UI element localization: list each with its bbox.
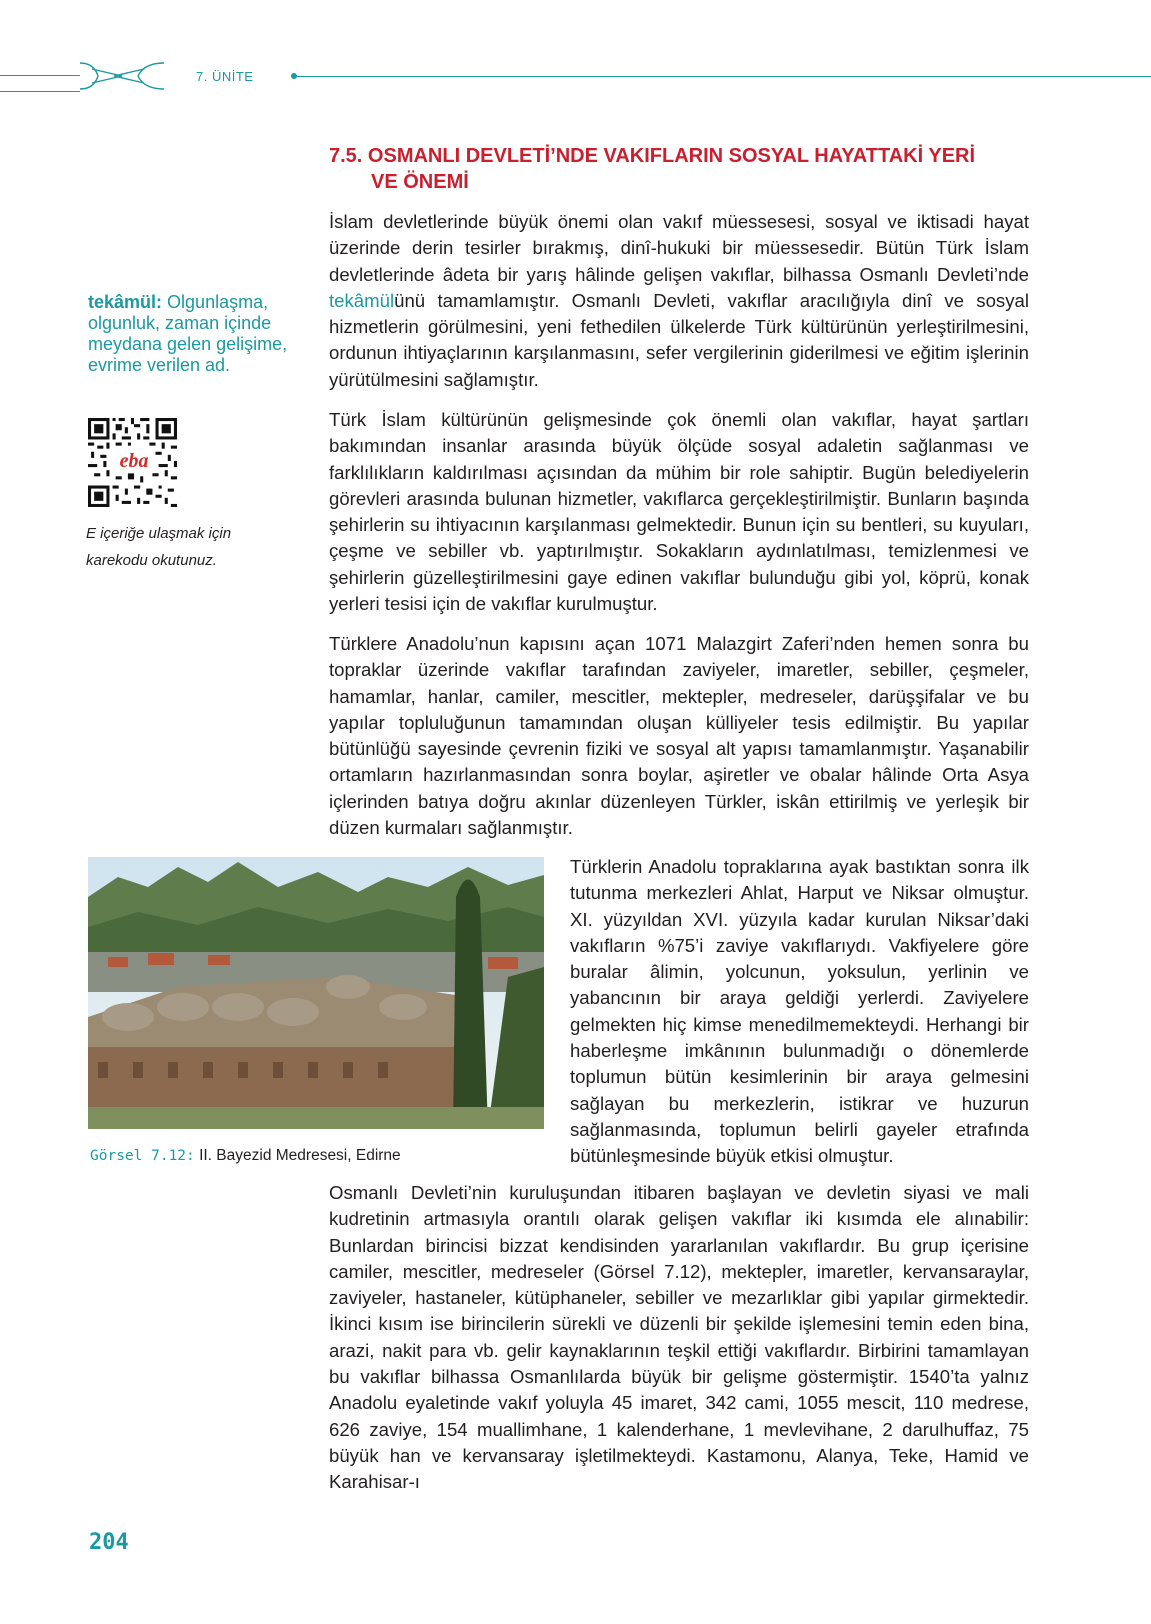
paragraph-4: Türklerin Anadolu topraklarına ayak bastıktan sonra ilk tutunma merkezleri Ahlat, Harput ve Niksar olmuştur. XI. yüzyıldan XVI. yüzyıla kadar kurulan Niksar’daki vakıfların %75’i zaviye vakıflarıydı. Vakfiyelere göre buralar âlimin, yolcunun, yoksulun, yerlinin ve yabancının bir araya geldiği yerlerdi. Zaviyelere gelmekten hiç kimse menedilmemekteydi. Herhangi bir haberleşme imkânının bulunmadığı o dönemlerde toplumun bütün kesimlerinin bir araya gelmesini sağlayan bu merkezlerin, istikrar ve huzurun sağlanmasında, toplumun belirli gayeler etrafında bütünleşmesinde büyük etkisi olmuştur.: [570, 856, 1029, 1167]
section-title: [329, 143, 1029, 195]
qr-code[interactable]: [88, 418, 177, 507]
qr-logo-text: eba: [119, 450, 149, 473]
section-title-line2: VE ÖNEMİ: [371, 171, 469, 193]
paragraph-1: [329, 209, 1029, 393]
glossary-term-highlight: tekâmül: [329, 289, 395, 311]
section-title-line1: 7.5. OSMANLI DEVLETİ’NDE VAKIFLARIN SOSYAL HAYATTAKİ YERİ: [329, 145, 976, 167]
page-number: 204: [89, 1530, 129, 1555]
header-rule-left-top: [0, 75, 80, 76]
header-rule-left-bottom: [0, 91, 80, 92]
glossary-definition: Olgunlaşma, olgunluk, zaman içinde meydana gelen gelişime, evrime verilen ad.: [88, 292, 288, 375]
figure-caption-text: II. Bayezid Medresesi, Edirne: [199, 1147, 401, 1164]
unit-label: 7. ÜNİTE: [196, 69, 254, 84]
glossary-term: tekâmül:: [88, 292, 163, 312]
header-rule-right: [296, 76, 1151, 77]
header-ornament-icon: [78, 60, 168, 92]
figure-caption: [90, 1147, 401, 1165]
paragraph-3: Türklere Anadolu’nun kapısını açan 1071 Malazgirt Zaferi’nden hemen sonra bu topraklar üzerinde vakıflar tarafından zaviyeler, imaretler, sebiller, çeşmeler, hamamlar, hanlar, camiler, mescitler, mektepler, medreseler, darüşşifalar ve bu yapılar topluluğunun tamamından oluşan külliyeler tesis edilmiştir. Bu yapılar bütünlüğü sayesinde çevrenin fiziki ve sosyal alt yapısı tamamlanmıştır. Yaşanabilir ortamların hazırlanmasından sonra boylar, aşiretler ve obalar hâlinde Orta Asya içlerinden batıya doğru akınlar düzenleyen Türkler, iskân ettirilmiş ve yerleşik bir düzen kurmaları sağlanmıştır.: [329, 633, 1029, 839]
glossary-box: [88, 292, 308, 376]
medrese-photo: [88, 857, 544, 1129]
paragraph-1-start: İslam devletlerinde büyük önemi olan vakıf müessesesi, sosyal ve iktisadi hayat üzerinde derin tesirler bırakmış, dinî-hukuki bir müessesedir. Bütün Türk İslam devletlerinde âdeta bir yarış hâlinde gelişen vakıflar, bilhassa Osmanlı Devleti’nde: [329, 211, 1029, 285]
qr-instruction: E içeriğe ulaşmak için karekodu okutunuz.: [86, 525, 232, 569]
figure-label: Görsel 7.12:: [90, 1148, 195, 1164]
paragraph-1-end: ünü tamamlamıştır. Osmanlı Devleti, vakıflar aracılığıyla dinî ve sosyal hizmetlerin görülmesini, yeni fethedilen ülkelerde Türk kültürünün yerleştirilmesini, ordunun ihtiyaçlarının karşılanmasını, sefer vergilerinin giderilmesi ve eğitim işlerinin yürütülmesini sağlamıştır.: [329, 289, 1029, 390]
paragraph-5: Osmanlı Devleti’nin kuruluşundan itibaren başlayan ve devletin siyasi ve mali kudretinin artmasıyla orantılı olarak gelişen vakıflar iki kısımda ele alınabilir: Bunlardan birincisi bizzat kendisinden yararlanılan vakıflardır. Bu grup içerisine camiler, mescitler, medreseler (Görsel 7.12), mektepler, imaretler, kervansaraylar, zaviyeler, hastaneler, kütüphaneler, sebiller ve mezarlıklar gibi yapılar girmektedir. İkinci kısım ise birincilerin sürekli ve düzenli bir şekilde işlemesini temin eden bina, arazi, nakit para vb. gelir kaynaklarının teşkil ettiği vakıflardır. Birbirini tamamlayan bu vakıflar bilhassa Osmanlılarda büyük bir gelişme göstermiştir. 1540’ta yalnız Anadolu eyaletinde vakıf yoluyla 45 imaret, 342 cami, 1055 mescit, 110 medrese, 626 zaviye, 154 muallimhane, 1 kalenderhane, 1 mevlevihane, 2 darulhuffaz, 75 büyük han ve kervansaray işletilmekteydi. Kastamonu, Alanya, Teke, Hamid ve Karahisar-ı: [329, 1182, 1029, 1493]
paragraph-2: Türk İslam kültürünün gelişmesinde çok önemli olan vakıflar, hayat şartları bakımından insanlar arasında büyük ölçüde sosyal adaletin sağlanması ve farklılıkların kaldırılması açısından da mühim bir role sahiptir. Bugün belediyelerin görevleri arasında bulunan hizmetler, vakıflarca gerçekleştirilmiştir. Bunların başında şehirlerin su ihtiyacının karşılanması gelmektedir. Bunun için su bentleri, su kuyuları, çeşme ve sebiller vb. yaptırılmıştır. Sokakların aydınlatılması, temizlenmesi ve şehirlerin güzelleştirilmesini gaye edinen vakıflar bulunduğu gibi yol, köprü, konak yerleri tesisi için de vakıflar kurulmuştur.: [329, 409, 1029, 615]
